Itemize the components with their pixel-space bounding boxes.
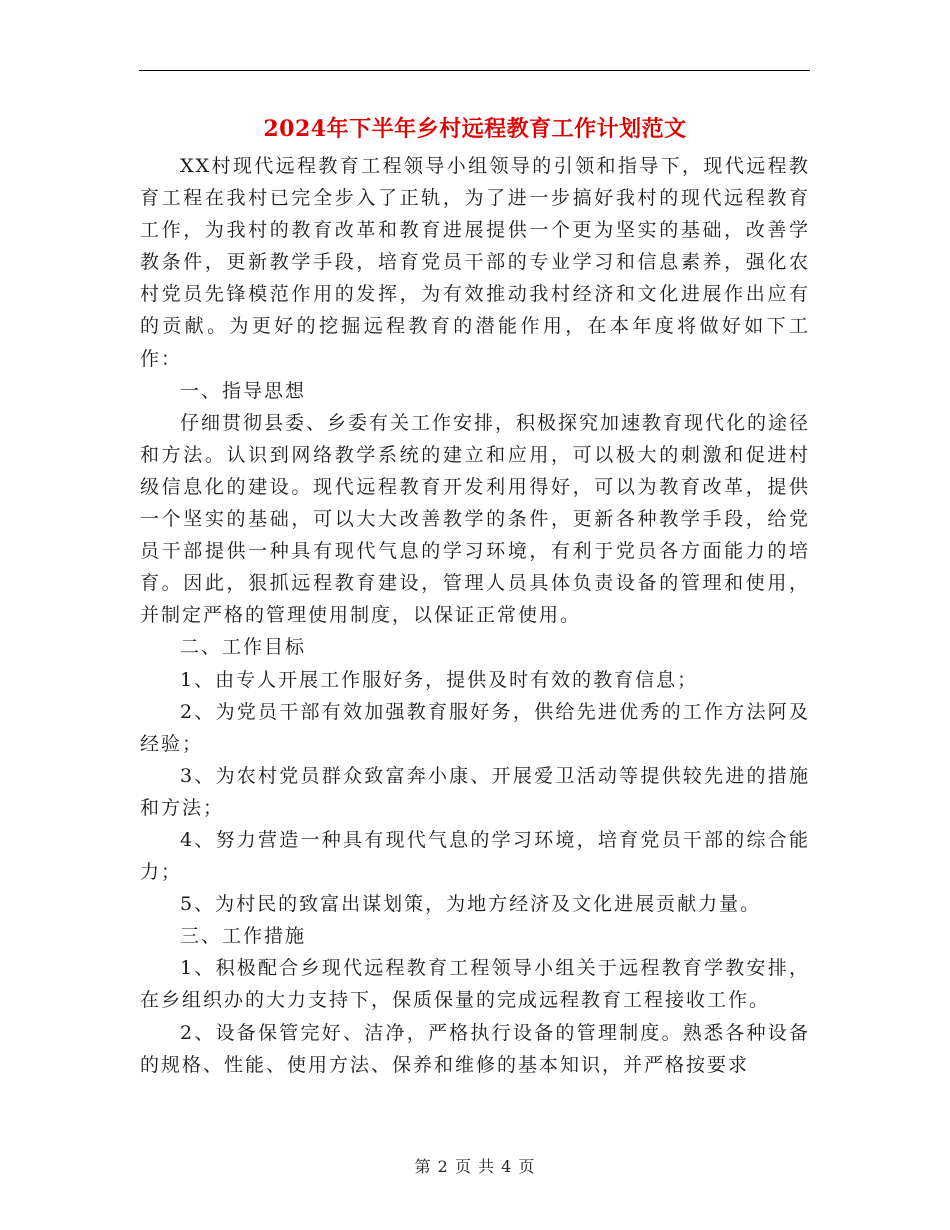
- paragraph-guiding-ideology: 仔细贯彻县委、乡委有关工作安排，积极探究加速教育现代化的途径和方法。认识到网络教学系统的建立和应用，可以极大的刺激和促进村级信息化的建设。现代远程教育开发利用得好，可以为教育改革，提供一个坚实的基础，可以大大改善教学的条件，更新各种教学手段，给党员干部提供一种具有现代气息的学习环境，有利于党员各方面能力的培育。因此，狠抓远程教育建设，管理人员具体负责设备的管理和使用，并制定严格的管理使用制度，以保证正常使用。: [140, 411, 811, 627]
- list-item-goal-4: 4、努力营造一种具有现代气息的学习环境，培育党员干部的综合能力；: [140, 828, 810, 884]
- list-item-measure-2: 2、设备保管完好、洁净，严格执行设备的管理制度。熟悉各种设备的规格、性能、使用方法、保养和维修的基本知识，并严格按要求: [140, 1021, 810, 1076]
- header-rule: [139, 70, 810, 71]
- section-heading-guiding-ideology: 一、指导思想: [180, 379, 307, 402]
- list-item-goal-3: 3、为农村党员群众致富奔小康、开展爱卫活动等提供较先进的措施和方法；: [140, 764, 810, 819]
- list-item-goal-1: 1、由专人开展工作服好务，提供及时有效的教育信息；: [180, 668, 699, 691]
- paragraph-intro: XX村现代远程教育工程领导小组领导的引领和指导下，现代远程教育工程在我村已完全步入了正轨，为了进一步搞好我村的现代远程教育工作，为我村的教育改革和教育进展提供一个更为坚实的基础，改善学教条件，更新教学手段，培育党员干部的专业学习和信息素养，强化农村党员先锋模范作用的发挥，为有效推动我村经济和文化进展作出应有的贡献。为更好的挖掘远程教育的潜能作用，在本年度将做好如下工作：: [140, 155, 810, 370]
- section-heading-work-measures: 三、工作措施: [180, 925, 307, 948]
- page-number-footer: 第 2 页 共 4 页: [414, 1157, 536, 1176]
- section-heading-work-goals: 二、工作目标: [180, 636, 307, 659]
- document-title: 2024年下半年乡村远程教育工作计划范文: [263, 116, 687, 142]
- list-item-goal-2: 2、为党员干部有效加强教育服好务，供给先进优秀的工作方法阿及经验；: [140, 700, 810, 755]
- list-item-measure-1: 1、积极配合乡现代远程教育工程领导小组关于远程教育学教安排，在乡组织办的大力支持下，保质保量的完成远程教育工程接收工作。: [140, 957, 810, 1012]
- document-body: [140, 150, 810, 1081]
- list-item-goal-5: 5、为村民的致富出谋划策，为地方经济及文化进展贡献力量。: [180, 893, 762, 916]
